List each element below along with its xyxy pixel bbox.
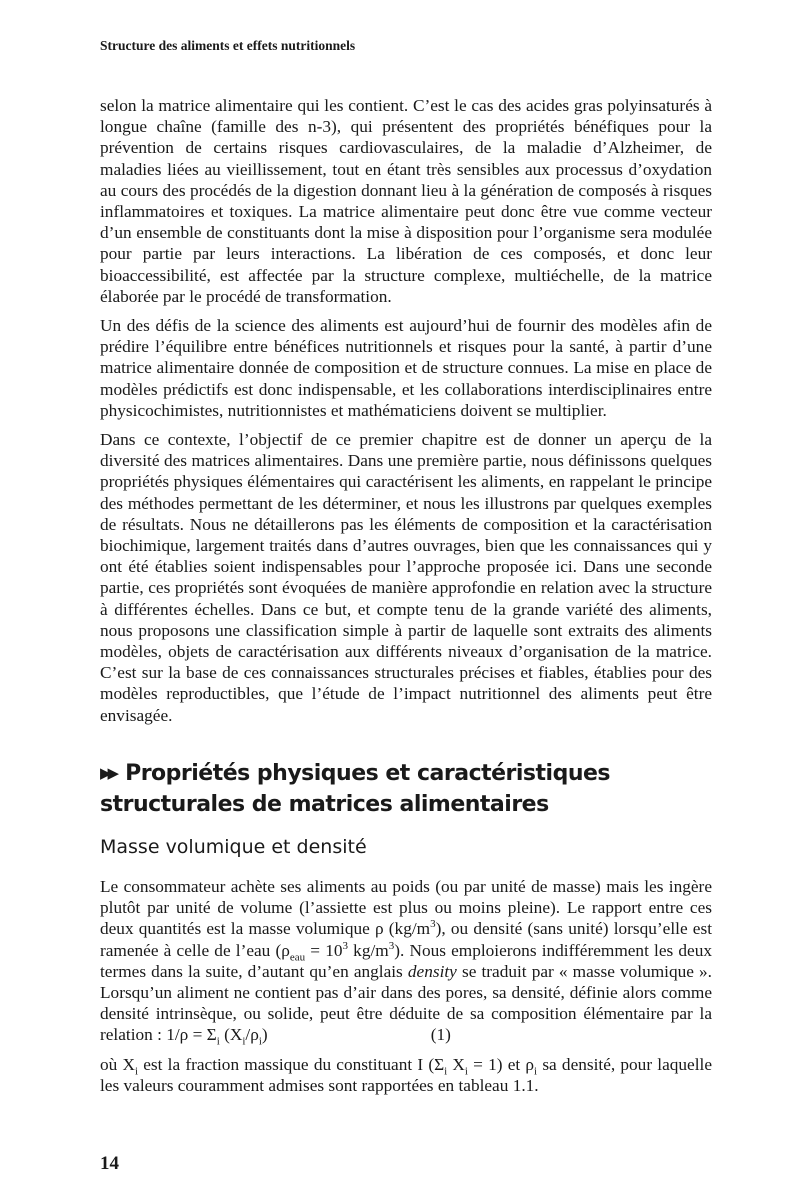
running-head: Structure des aliments et effets nutritionnels: [100, 38, 356, 53]
body-text: [100, 95, 712, 1104]
section-heading: [100, 759, 712, 820]
paragraph-5: où $X_i$ est la fraction massique du constituant I ($\Sigma_i$ $X_i = 1$) et $\rho_i$ sa densité, pour laquelle les valeurs couramment admises sont rapportées en tableau 1.1.: [100, 1054, 712, 1095]
subsection-heading: Masse volumique et densité: [100, 835, 367, 858]
equation-number: (1): [430, 1025, 451, 1045]
paragraph-3: Dans ce contexte, l’objectif de ce premier chapitre est de donner un aperçu de la diversité des matrices alimentaires. Dans une première partie, nous définissons quelques propriétés physiques élémentaires qui caractérisent les aliments, en rappelant le principe des méthodes permettant de les déterminer, et nous les illustrons par quelques exemples de résultats. Nous ne détaillerons pas les éléments de composition et la caractérisation biochimique, largement traités dans d’autres ouvrages, bien que les connaissances qui y ont été établies soient indispensables pour l’approche proposée ici. Dans une seconde partie, ces propriétés sont évoquées de manière approfondie en relation avec la structure à différentes échelles. Dans ce but, et compte tenu de la grande variété des aliments, nous proposons une classification simple à partir de laquelle sont extraits des aliments modèles, objets de caractérisation aux différents niveaux d’organisation de la matrice. C’est sur la base de ces connaissances structurales précises et fiables, établies pour des modèles reproductibles, que l’étude de l’impact nutritionnel des aliments peut être envisagée.: [100, 430, 712, 725]
page-number: 14: [100, 1153, 119, 1174]
paragraph-2: Un des défis de la science des aliments est aujourd’hui de fournir des modèles afin de prédire l’équilibre entre bénéfices nutritionnels et risques pour la santé, à partir d’une matrice alimentaire donnée de composition et de structure connues. La mise en place de modèles prédictifs est donc indispensable, et les collaborations interdisciplinaires entre physicochimistes, nutritionnistes et mathématiciens doivent se multiplier.: [100, 316, 712, 420]
double-arrow-icon: ▶▶: [100, 763, 116, 782]
section-heading-text: Propriétés physiques et caractéristiques structurales de matrices alimentaires: [100, 760, 611, 817]
paragraph-4: Le consommateur achète ses aliments au poids (ou par unité de masse) mais les ingère plutôt par unité de volume (l’assiette est plus ou moins pleine). Le rapport entre ces deux quantités est la masse volumique ρ $(kg/m^3)$, ou densité (sans unité) lorsqu’elle est ramenée à celle de l’eau ($\rho_{eau} = 10^3$ $kg/m^3$). Nous emploierons indifféremment les deux termes dans la suite, d’autant qu’en anglais density se traduit par « masse volumique ». Lorsqu’un aliment ne contient pas d’air dans des pores, sa densité, définie alors comme densité intrinsèque, ou solide, peut être déduite de sa composition élémentaire par la relation : $1/\rho = \Sigma_i$ $(X_i/\rho_i)$ (1): [100, 876, 713, 1048]
paragraph-1: selon la matrice alimentaire qui les contient. C’est le cas des acides gras polyinsaturés à longue chaîne (famille des n-3), qui présentent des propriétés bénéfiques pour la prévention de certains risques cardiovasculaires, de la maladie d’Alzheimer, de maladies liées au vieillissement, tout en étant très sensibles aux processus d’oxydation au cours des procédés de la digestion donnant lieu à la génération de composés à risques inflammatoires et toxiques. La matrice alimentaire peut donc être vue comme vecteur d’un ensemble de constituants dont la mise à disposition pour l’organisme sera modulée pour partie par leurs interactions. La libération de ces composés, et donc leur bioaccessibilité, est affectée par la structure complexe, multiéchelle, de la matrice élaborée par le procédé de transformation.: [100, 96, 712, 306]
